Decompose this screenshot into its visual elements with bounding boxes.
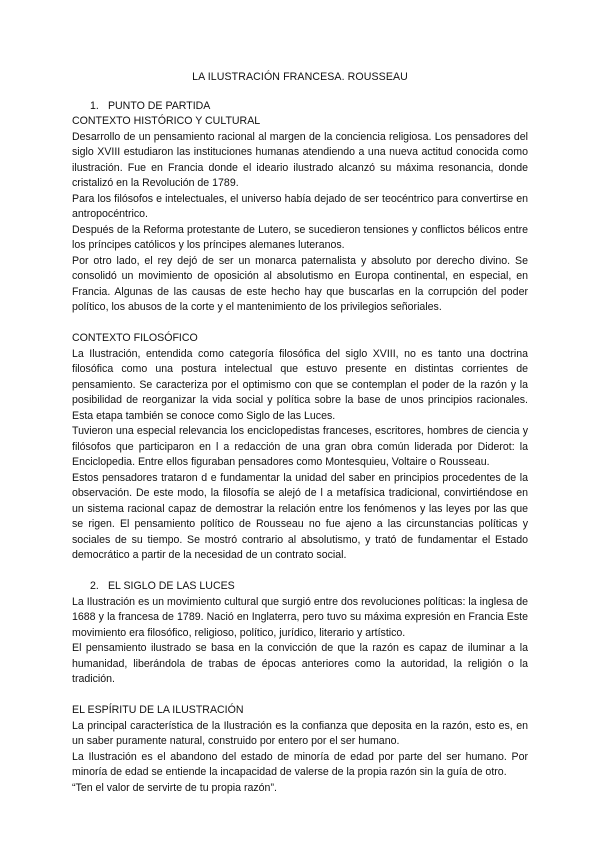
paragraph: Por otro lado, el rey dejó de ser un monarca paternalista y absoluto por derecho divino. Se consolidó un movimiento de oposición al absolutismo en Europa continental, en especial, en Francia. Algunas de las causas de este hecho hay que buscarlas en la corrupción del poder político, los abusos de la corte y el mantenimiento de los privilegios señoriales. (72, 254, 528, 313)
document-title: LA ILUSTRACIÓN FRANCESA. ROUSSEAU (192, 71, 408, 83)
paragraph: Después de la Reforma protestante de Lutero, se sucedieron tensiones y conflictos bélicos entre los príncipes católicos y los príncipes alemanes luteranos. (72, 223, 528, 251)
paragraph: Estos pensadores trataron d e fundamentar la unidad del saber en principios procedentes de la observación. De este modo, la filosofía se alejó de l a metafísica tradicional, convirtiéndose en un sistema racional capaz de demostrar la relación entre los fenómenos y las leyes por las que se rigen. El pensamiento político de Rousseau no fue ajeno a las circunstancias políticas y sociales de su tiempo. Se mostró contrario al absolutismo, y trató de fundamentar el Estado democrático a partir de la necesidad de un contrato social. (72, 471, 528, 561)
section-2-heading (72, 579, 528, 595)
subheading-spirit-of-enlightenment: EL ESPÍRITU DE LA ILUSTRACIÓN (72, 704, 244, 716)
paragraph: Tuvieron una especial relevancia los enciclopedistas franceses, escritores, hombres de ciencia y filósofos que participaron en l a redacción de una gran obra común liderada por Diderot: la Enciclopedia. Entre ellos figuraban pensadores como Montesquieu, Voltaire o Rousseau. (72, 425, 528, 468)
paragraph: La principal característica de la Ilustración es la confianza que deposita en la razón, esto es, en un saber puramente natural, construido por entero por el ser humano. (72, 719, 528, 747)
section-1-number: 1. (90, 99, 99, 112)
section-1-title: PUNTO DE PARTIDA (107, 99, 211, 112)
subheading-historical-context: CONTEXTO HISTÓRICO Y CULTURAL (72, 115, 261, 127)
section-1-heading (72, 99, 528, 115)
quote: “Ten el valor de servirte de tu propia razón”. (72, 781, 277, 794)
paragraph: Para los filósofos e intelectuales, el universo había dejado de ser teocéntrico para convertirse en antropocéntrico. (72, 192, 528, 220)
paragraph: Desarrollo de un pensamiento racional al margen de la conciencia religiosa. Los pensadores del siglo XVIII estudiaron las instituciones humanas atendiendo a una nueva actitud conocida como ilustración. Fue en Francia donde el ideario ilustrado alcanzó su máxima resonancia, donde cristalizó en la Revolución de 1789. (72, 130, 528, 189)
subheading-philosophical-context: CONTEXTO FILOSÓFICO (72, 332, 198, 344)
paragraph: La Ilustración es el abandono del estado de minoría de edad por parte del ser humano. Por minoría de edad se entiende la incapacidad de valerse de la propia razón sin la guía de otro. (72, 750, 528, 778)
paragraph: La Ilustración es un movimiento cultural que surgió entre dos revoluciones políticas: la inglesa de 1688 y la francesa de 1789. Nació en Inglaterra, pero tuvo su máxima expresión en Francia Este movimiento era filosófico, religioso, político, jurídico, literario y artístico. (72, 595, 528, 639)
paragraph: La Ilustración, entendida como categoría filosófica del siglo XVIII, no es tanto una doctrina filosófica como una postura intelectual que estuvo presente en distintas corrientes de pensamiento. Se caracteriza por el optimismo con que se contemplan el poder de la razón y la posibilidad de reorganizar la vida social y política sobre la base de unos principios racionales. Esta etapa también se conoce como Siglo de las Luces. (72, 347, 528, 422)
section-2-title: EL SIGLO DE LAS LUCES (107, 580, 235, 592)
section-2-number: 2. (90, 580, 99, 592)
paragraph: El pensamiento ilustrado se basa en la convicción de que la razón es capaz de iluminar a la humanidad, liberándola de trabas de épocas anteriores como la autoridad, la religión o la tradición. (72, 642, 528, 685)
document-page (72, 70, 528, 796)
